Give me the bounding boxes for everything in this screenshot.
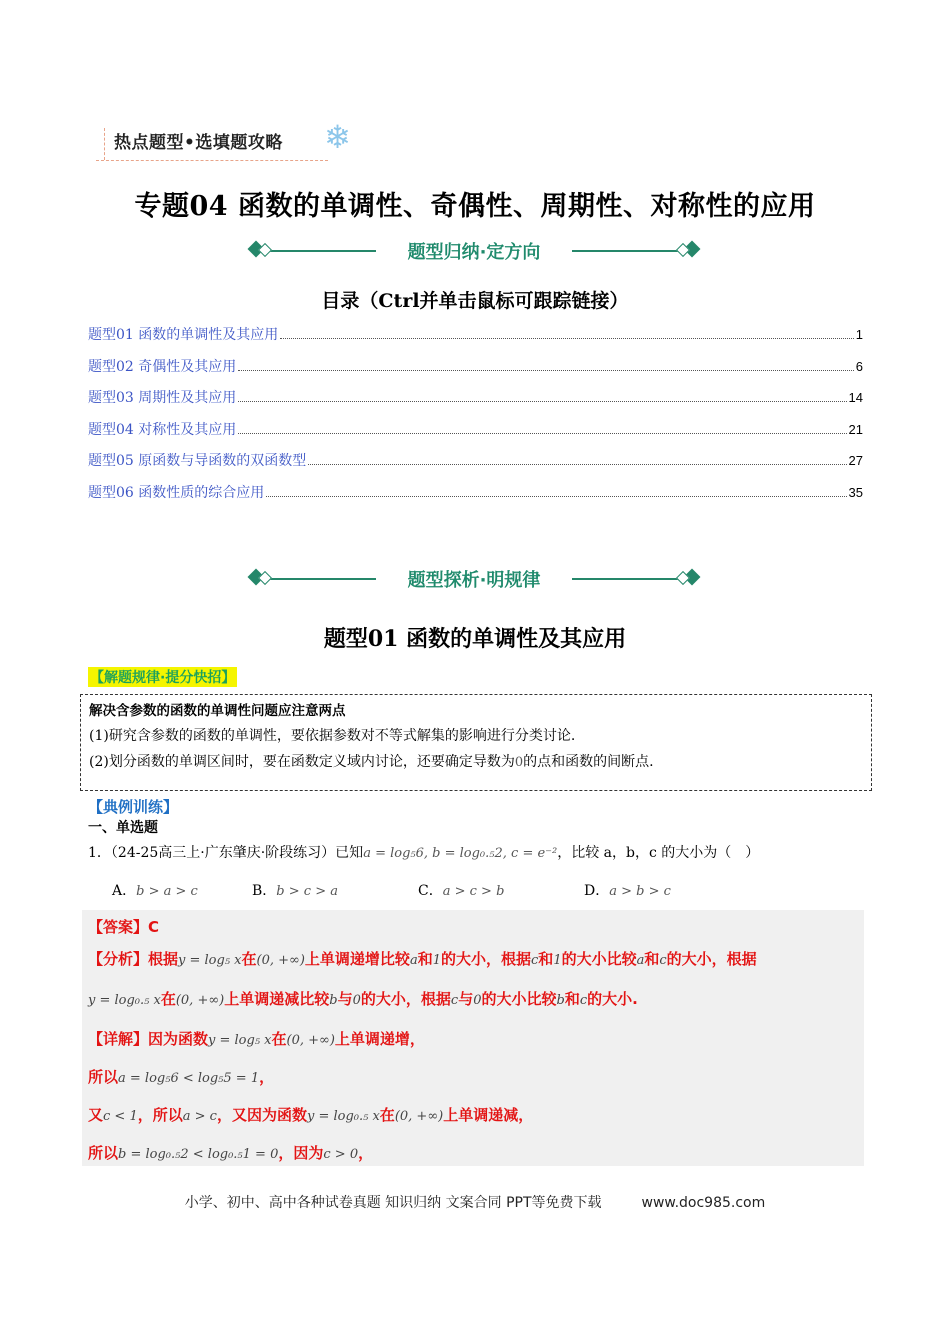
toc-link[interactable] [88,450,863,482]
toc-label: 题型05 原函数与导函数的双函数型 [88,453,307,469]
decor-dashed-hline [96,160,328,161]
section-title: 题型01 函数的单调性及其应用 [323,626,627,652]
toc-label: 题型03 周期性及其应用 [88,390,237,406]
answer-line: 【答案】C [88,918,160,936]
analysis-line-2: y = log₀.₅ x在(0, +∞)上单调递减比较b与0的大小，根据c与0的大小比较b和c的大小. [88,990,638,1008]
toc-page: 1 [855,327,863,342]
toc-link[interactable] [88,419,863,451]
detail-line-1: 【详解】因为函数y = log₅ x在(0, +∞)上单调递增， [88,1030,425,1048]
footer [0,1192,950,1212]
rule-point-1: (1)研究含参数的函数的单调性，要依据参数对不等式解集的影响进行分类讨论. [89,728,576,744]
rule-box [80,694,872,791]
decor-dashed-vline [104,128,105,160]
tip-tag: 【解题规律·提分快招】 [88,667,237,687]
main-title: 专题04 函数的单调性、奇偶性、周期性、对称性的应用 [134,191,816,222]
detail-line-2: 所以a = log₅6 < log₅5 = 1， [88,1068,275,1086]
question-source: （24-25高三上·广东肇庆·阶段练习）已知 [110,845,364,861]
toc-page: 35 [848,484,863,500]
analysis-line-1: 【分析】根据y = log₅ x在(0, +∞)上单调递增比较a和1的大小，根据c和1的大小比较a和c的大小，根据 [88,950,757,968]
banner-label: 题型探析·明规律 [407,570,541,591]
question-math: a = log₅6, b = log₀.₅2, c = e⁻² [363,846,558,861]
question-tail: ，比较 a，b，c 的大小为（ ） [557,845,760,861]
option-c[interactable]: C．a > c > b [418,883,505,899]
toc-label: 题型04 对称性及其应用 [88,421,237,438]
table-of-contents [88,324,863,513]
toc-link[interactable] [88,356,863,388]
toc-link[interactable] [88,387,863,419]
option-b[interactable]: B．b > c > a [252,883,338,899]
toc-page: 14 [848,390,863,405]
footer-text: 小学、初中、高中各种试卷真题 知识归纳 文案合同 PPT等免费下载 [184,1195,602,1211]
answer-box [82,910,864,1166]
toc-link[interactable] [88,482,863,514]
toc-page: 6 [855,358,863,374]
detail-line-3: 又c < 1，所以a > c，又因为函数y = log₀.₅ x在(0, +∞)上单调递减， [88,1106,534,1124]
banner-label: 题型归纳·定方向 [407,242,541,263]
rule-title: 解决含参数的函数的单调性问题应注意两点 [89,703,346,719]
header-tag-text: 热点题型•选填题攻略 [114,133,283,153]
toc-title: 目录（Ctrl并单击鼠标可跟踪链接） [321,290,629,312]
option-a[interactable]: A．b > a > c [112,883,198,899]
banner-type-analysis [244,566,704,592]
toc-page: 21 [848,421,863,437]
toc-label: 题型02 奇偶性及其应用 [88,358,237,375]
snowflake-icon: ❄ [324,118,351,156]
option-d[interactable]: D．a > b > c [584,883,671,899]
sub-heading: 一、单选题 [88,820,158,836]
toc-page: 27 [848,453,863,468]
question-number: 1． [88,845,111,861]
header-tag [96,118,366,166]
toc-link[interactable] [88,324,863,356]
training-tag: 【典例训练】 [88,798,179,816]
banner-type-summary [244,238,704,264]
footer-url[interactable]: www.doc985.com [641,1195,766,1211]
toc-label: 题型06 函数性质的综合应用 [88,484,265,501]
detail-line-4: 所以b = log₀.₅2 < log₀.₅1 = 0，因为c > 0， [88,1144,374,1162]
question-1 [88,842,759,862]
toc-label: 题型01 函数的单调性及其应用 [88,327,279,343]
rule-point-2: (2)划分函数的单调区间时，要在函数定义域内讨论，还要确定导数为0的点和函数的间断点. [89,754,654,770]
